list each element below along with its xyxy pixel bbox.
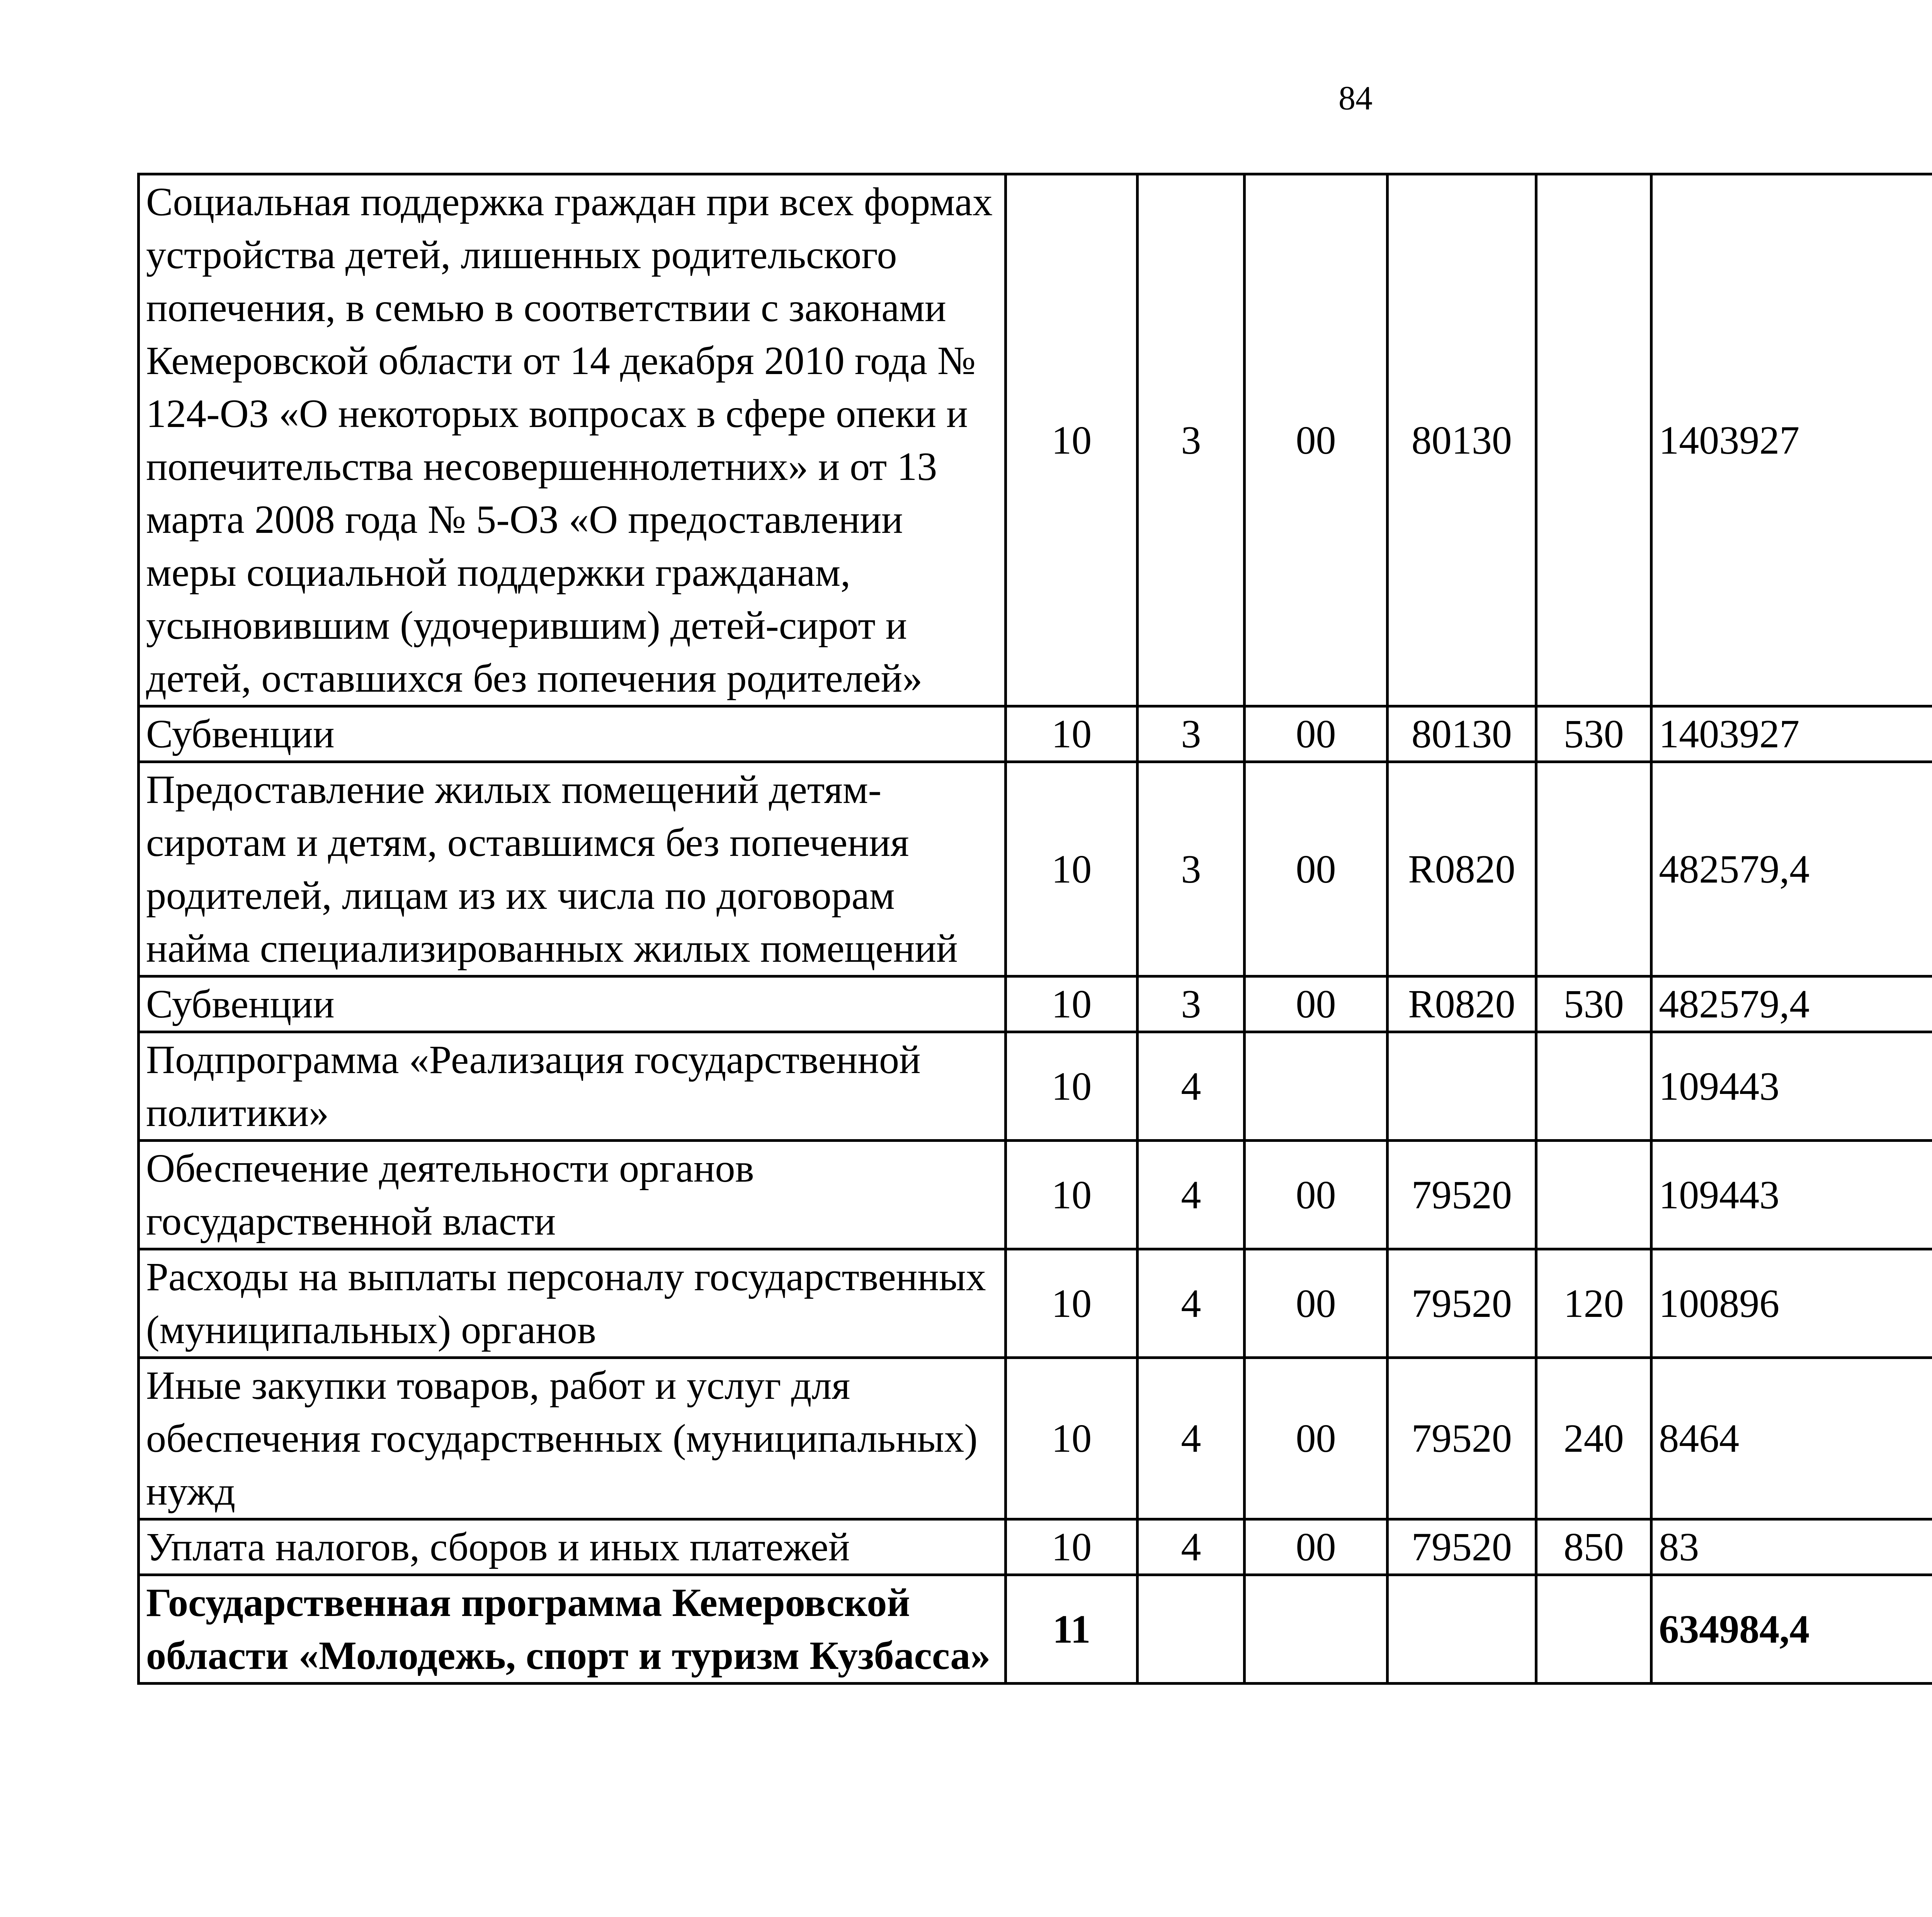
subprogram-code-cell: 4	[1138, 1358, 1245, 1519]
subprogram-code-cell: 4	[1138, 1249, 1245, 1358]
main-activity-code-cell	[1245, 1032, 1387, 1141]
main-activity-code-cell: 00	[1245, 1358, 1387, 1519]
amount-year1-cell: 100896	[1651, 1249, 1932, 1358]
subprogram-code-cell: 3	[1138, 174, 1245, 706]
expense-type-code-cell	[1536, 1141, 1651, 1249]
table-row	[139, 706, 1932, 762]
amount-year1-cell: 482579,4	[1651, 762, 1932, 976]
expense-type-code-cell: 120	[1536, 1249, 1651, 1358]
table-row	[139, 1249, 1932, 1358]
subprogram-code-cell: 3	[1138, 976, 1245, 1032]
subprogram-code-cell: 4	[1138, 1032, 1245, 1141]
amount-year1-cell: 109443	[1651, 1141, 1932, 1249]
main-activity-code-cell: 00	[1245, 1141, 1387, 1249]
amount-year1-cell: 109443	[1651, 1032, 1932, 1141]
row-name-cell: Социальная поддержка граждан при всех формах устройства детей, лишенных родительского попечения, в семью в соответствии с законами Кемеровской области от 14 декабря 2010 года № 124-ОЗ «О некоторых вопросах в сфере опеки и попечительства несовершеннолетних» и от 13 марта 2008 года № 5-ОЗ «О предоставлении меры социальной поддержки гражданам, усыновившим (удочерившим) детей-сирот и детей, оставшихся без попечения родителей»	[139, 174, 1006, 706]
main-activity-code-cell: 00	[1245, 1249, 1387, 1358]
expense-direction-code-cell: R0820	[1387, 976, 1536, 1032]
program-code-cell: 10	[1006, 1141, 1138, 1249]
main-activity-code-cell: 00	[1245, 762, 1387, 976]
amount-year1-cell: 8464	[1651, 1358, 1932, 1519]
amount-year1-cell: 482579,4	[1651, 976, 1932, 1032]
expense-direction-code-cell: 79520	[1387, 1249, 1536, 1358]
subprogram-code-cell: 3	[1138, 762, 1245, 976]
table-row	[139, 1358, 1932, 1519]
expense-direction-code-cell: 79520	[1387, 1141, 1536, 1249]
subprogram-code-cell: 4	[1138, 1519, 1245, 1575]
main-activity-code-cell: 00	[1245, 976, 1387, 1032]
expense-direction-code-cell: 80130	[1387, 174, 1536, 706]
table-row	[139, 174, 1932, 706]
page-number: 84	[1338, 80, 1372, 117]
amount-year1-cell: 1403927	[1651, 706, 1932, 762]
main-activity-code-cell: 00	[1245, 174, 1387, 706]
row-name-cell: Предоставление жилых помещений детям-сиротам и детям, оставшимся без попечения родителей, лицам из их числа по договорам найма специализированных жилых помещений	[139, 762, 1006, 976]
program-code-cell: 10	[1006, 976, 1138, 1032]
amount-year1-cell: 83	[1651, 1519, 1932, 1575]
table-row	[139, 1575, 1932, 1684]
program-code-cell: 10	[1006, 1032, 1138, 1141]
table-row	[139, 762, 1932, 976]
expense-direction-code-cell: 79520	[1387, 1358, 1536, 1519]
expense-type-code-cell: 850	[1536, 1519, 1651, 1575]
subprogram-code-cell: 3	[1138, 706, 1245, 762]
row-name-cell: Расходы на выплаты персоналу государственных (муниципальных) органов	[139, 1249, 1006, 1358]
expense-direction-code-cell	[1387, 1032, 1536, 1141]
row-name-cell: Государственная программа Кемеровской области «Молодежь, спорт и туризм Кузбасса»	[139, 1575, 1006, 1684]
program-code-cell: 11	[1006, 1575, 1138, 1684]
amount-year1-cell: 1403927	[1651, 174, 1932, 706]
expense-direction-code-cell	[1387, 1575, 1536, 1684]
table-row	[139, 1141, 1932, 1249]
program-code-cell: 10	[1006, 762, 1138, 976]
expense-type-code-cell: 530	[1536, 706, 1651, 762]
amount-year1-cell: 634984,4	[1651, 1575, 1932, 1684]
table-body	[139, 174, 1932, 1684]
main-activity-code-cell	[1245, 1575, 1387, 1684]
budget-table	[137, 173, 1932, 1685]
expense-type-code-cell	[1536, 1575, 1651, 1684]
program-code-cell: 10	[1006, 1249, 1138, 1358]
table-row	[139, 976, 1932, 1032]
subprogram-code-cell: 4	[1138, 1141, 1245, 1249]
expense-direction-code-cell: R0820	[1387, 762, 1536, 976]
main-activity-code-cell: 00	[1245, 1519, 1387, 1575]
main-activity-code-cell: 00	[1245, 706, 1387, 762]
row-name-cell: Обеспечение деятельности органов государственной власти	[139, 1141, 1006, 1249]
row-name-cell: Иные закупки товаров, работ и услуг для обеспечения государственных (муниципальных) нужд	[139, 1358, 1006, 1519]
subprogram-code-cell	[1138, 1575, 1245, 1684]
expense-type-code-cell	[1536, 1032, 1651, 1141]
program-code-cell: 10	[1006, 174, 1138, 706]
table-row	[139, 1032, 1932, 1141]
expense-type-code-cell: 530	[1536, 976, 1651, 1032]
row-name-cell: Субвенции	[139, 976, 1006, 1032]
table-row	[139, 1519, 1932, 1575]
expense-direction-code-cell: 80130	[1387, 706, 1536, 762]
program-code-cell: 10	[1006, 706, 1138, 762]
expense-type-code-cell: 240	[1536, 1358, 1651, 1519]
expense-direction-code-cell: 79520	[1387, 1519, 1536, 1575]
row-name-cell: Субвенции	[139, 706, 1006, 762]
row-name-cell: Уплата налогов, сборов и иных платежей	[139, 1519, 1006, 1575]
row-name-cell: Подпрограмма «Реализация государственной политики»	[139, 1032, 1006, 1141]
expense-type-code-cell	[1536, 762, 1651, 976]
program-code-cell: 10	[1006, 1519, 1138, 1575]
expense-type-code-cell	[1536, 174, 1651, 706]
program-code-cell: 10	[1006, 1358, 1138, 1519]
